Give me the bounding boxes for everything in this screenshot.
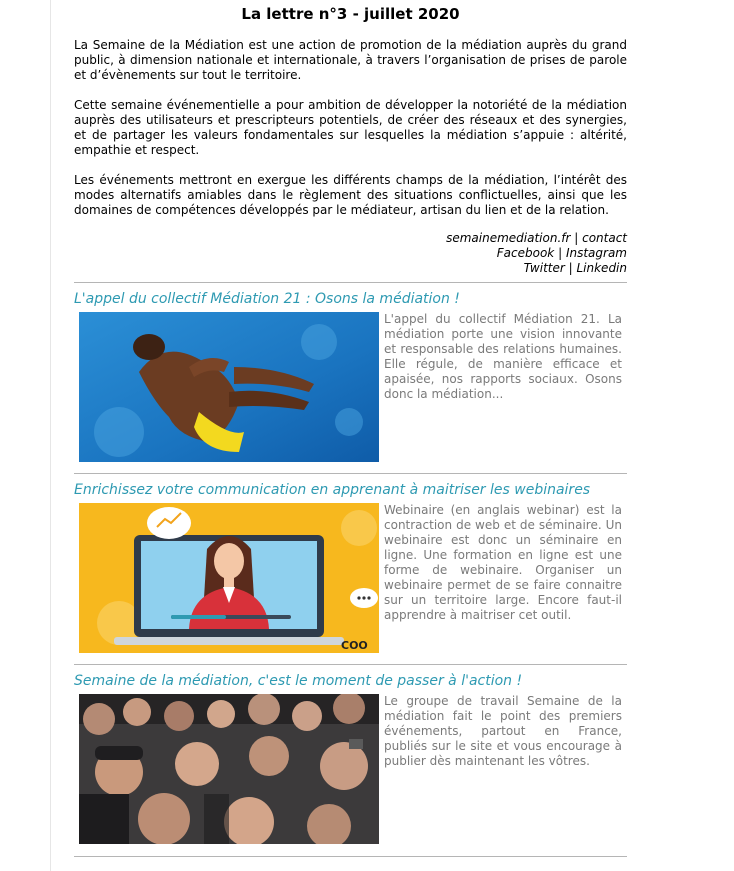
- intro-paragraph: Cette semaine événementielle a pour ambition de développer la notoriété de la médiation auprès des utilisateurs et prescripteurs potentiels, de créer des réseaux et des synergies, et de partager les valeurs fondamentales sur lesquelles la médiation s’appuie : altérité, empathie et respect.: [74, 98, 627, 157]
- instagram-link[interactable]: Instagram: [565, 246, 627, 260]
- newsletter-title: La lettre n°3 - juillet 2020: [241, 5, 460, 23]
- article-image-crowd[interactable]: [79, 694, 379, 844]
- article-image-diver[interactable]: [79, 312, 379, 462]
- divider: [74, 664, 627, 665]
- link-separator: |: [554, 246, 566, 260]
- divider: [74, 473, 627, 474]
- divider: [74, 856, 627, 857]
- article-excerpt: L'appel du collectif Médiation 21. La médiation porte une vision innovante et responsable des relations humaines. Elle régule, de manière efficace et apaisée, nos rapports sociaux. Osons donc la médiation...: [384, 312, 622, 401]
- intro-text: [74, 38, 627, 233]
- article-title-link[interactable]: L'appel du collectif Médiation 21 : Osons la médiation !: [74, 291, 460, 307]
- contact-link[interactable]: contact: [582, 231, 627, 245]
- article-card: [74, 672, 627, 768]
- crowd-photo: [79, 694, 379, 844]
- site-link[interactable]: semainemediation.fr: [446, 231, 571, 245]
- article-excerpt: Webinaire (en anglais webinar) est la contraction de web et de séminaire. Un webinaire est donc un séminaire en ligne. Une formation en ligne est une forme de webinaire. Organiser un webinaire permet de se faire connaitre sur un territoire large. Encore faut-il apprendre à maitriser cet outil.: [384, 503, 622, 622]
- article-image-webinar[interactable]: [79, 503, 379, 653]
- article-title-link[interactable]: Semaine de la médiation, c'est le moment de passer à l'action !: [74, 673, 523, 689]
- diver-photo: [79, 312, 379, 462]
- link-separator: |: [564, 261, 577, 275]
- webinar-illustration: [79, 503, 379, 653]
- article-card: [74, 290, 627, 401]
- article-excerpt: Le groupe de travail Semaine de la médiation fait le point des premiers événements, partout en France, publiés sur le site et vous encourage à publier dès maintenant les vôtres.: [384, 694, 622, 768]
- left-border-line: [50, 0, 51, 871]
- article-card: [74, 481, 627, 652]
- twitter-link[interactable]: Twitter: [523, 261, 565, 275]
- social-links: [446, 231, 627, 276]
- intro-paragraph: Les événements mettront en exergue les différents champs de la médiation, l’intérêt des modes alternatifs amiables dans le règlement des situations conflictuelles, ainsi que les domaines de compétences développés par le médiateur, artisan du lien et de la relation.: [74, 173, 627, 217]
- divider: [74, 282, 627, 283]
- facebook-link[interactable]: Facebook: [496, 246, 555, 260]
- linkedin-link[interactable]: Linkedin: [576, 261, 627, 275]
- intro-paragraph: La Semaine de la Médiation est une action de promotion de la médiation auprès du grand public, à dimension nationale et internationale, à travers l’organisation de prises de parole et d’évènements sur tout le territoire.: [74, 38, 627, 82]
- image-caption: COO: [341, 639, 368, 652]
- link-separator: |: [570, 231, 583, 245]
- article-title-link[interactable]: Enrichissez votre communication en apprenant à maitriser les webinaires: [74, 482, 591, 498]
